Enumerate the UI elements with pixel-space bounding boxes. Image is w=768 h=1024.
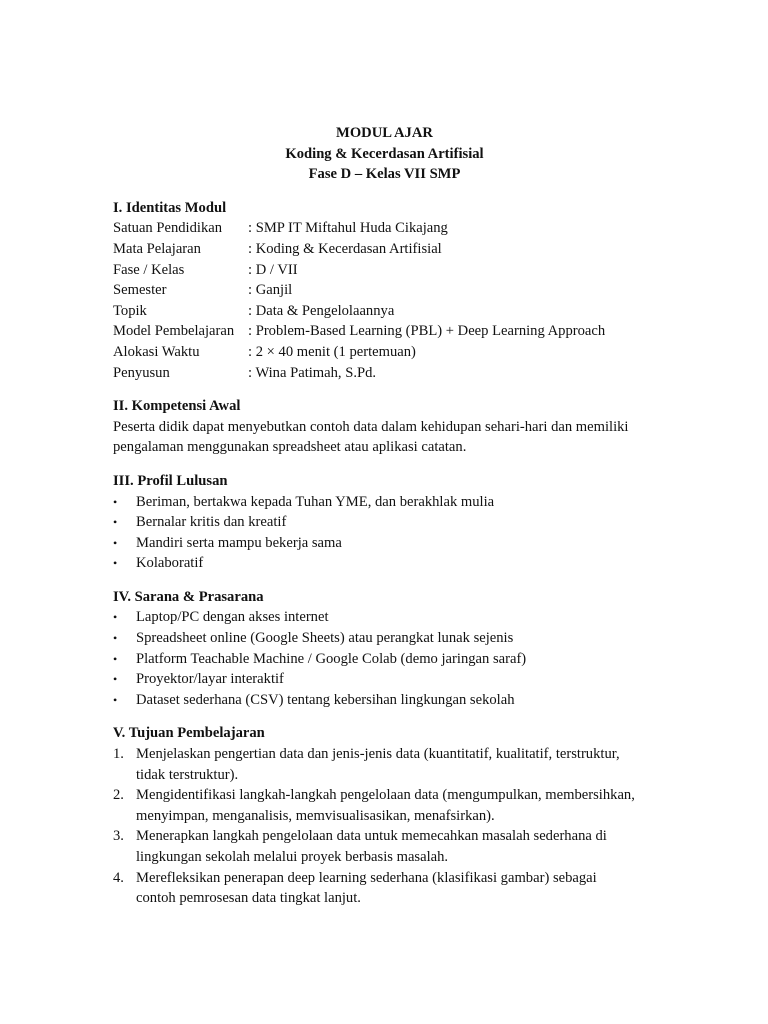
identity-label: Penyusun bbox=[113, 364, 170, 381]
list-item bbox=[113, 628, 658, 649]
list-item-text: Mandiri serta mampu bekerja sama bbox=[136, 534, 342, 551]
identity-label: Topik bbox=[113, 302, 147, 319]
list-number: 2. bbox=[113, 787, 124, 804]
list-number: 3. bbox=[113, 828, 124, 845]
identity-label: Semester bbox=[113, 282, 167, 299]
bullet-icon: • bbox=[113, 651, 118, 666]
list-item bbox=[113, 785, 658, 826]
paragraph-line: Peserta didik dapat menyebutkan contoh data dalam kehidupan sehari-hari dan memiliki bbox=[113, 418, 629, 435]
section-heading-tujuan: V. Tujuan Pembelajaran bbox=[113, 725, 265, 742]
list-item bbox=[113, 690, 658, 711]
list-number: 1. bbox=[113, 746, 124, 763]
bullet-icon: • bbox=[113, 494, 118, 509]
list-item bbox=[113, 512, 658, 533]
table-row bbox=[113, 218, 605, 239]
list-item bbox=[113, 533, 658, 554]
bullet-icon: • bbox=[113, 535, 118, 550]
identity-value: : Koding & Kecerdasan Artifisial bbox=[248, 240, 442, 257]
document-page bbox=[113, 123, 658, 909]
section-heading-sarana: IV. Sarana & Prasarana bbox=[113, 588, 264, 605]
bullet-icon: • bbox=[113, 515, 118, 530]
identity-value: : Problem-Based Learning (PBL) + Deep Learning Approach bbox=[248, 323, 606, 340]
list-item bbox=[113, 669, 658, 690]
table-row bbox=[113, 342, 605, 363]
table-row bbox=[113, 301, 605, 322]
list-item bbox=[113, 649, 658, 670]
list-item-line: tidak terstruktur). bbox=[136, 766, 239, 783]
list-item bbox=[113, 492, 658, 513]
list-item-line: contoh pemrosesan data tingkat lanjut. bbox=[136, 890, 361, 907]
list-number: 4. bbox=[113, 869, 124, 886]
section-heading-profil: III. Profil Lulusan bbox=[113, 472, 228, 489]
section-heading-kompetensi: II. Kompetensi Awal bbox=[113, 398, 241, 415]
identity-table bbox=[113, 218, 605, 383]
list-item-text: Platform Teachable Machine / Google Colab (demo jaringan saraf) bbox=[136, 650, 527, 667]
list-item-text: Spreadsheet online (Google Sheets) atau perangkat lunak sejenis bbox=[136, 630, 514, 647]
list-item bbox=[113, 553, 658, 574]
paragraph-line: pengalaman menggunakan spreadsheet atau aplikasi catatan. bbox=[113, 439, 467, 456]
list-item-text: Dataset sederhana (CSV) tentang kebersihan lingkungan sekolah bbox=[136, 691, 515, 708]
list-item bbox=[113, 607, 658, 628]
list-item bbox=[113, 826, 658, 867]
bullet-icon: • bbox=[113, 556, 118, 571]
list-item-line: Menjelaskan pengertian data dan jenis-jenis data (kuantitatif, kualitatif, terstruktur, bbox=[136, 746, 620, 763]
identity-value: : Wina Patimah, S.Pd. bbox=[248, 364, 377, 381]
profil-list bbox=[113, 492, 658, 574]
identity-value: : SMP IT Miftahul Huda Cikajang bbox=[248, 220, 448, 237]
list-item bbox=[113, 868, 658, 909]
list-item-line: Mengidentifikasi langkah-langkah pengelolaan data (mengumpulkan, membersihkan, bbox=[136, 787, 635, 804]
list-item-line: lingkungan sekolah melalui proyek berbasis masalah. bbox=[136, 849, 449, 865]
bullet-icon: • bbox=[113, 610, 118, 625]
list-item-line: Merefleksikan penerapan deep learning sederhana (klasifikasi gambar) sebagai bbox=[136, 869, 597, 886]
identity-label: Fase / Kelas bbox=[113, 261, 185, 278]
table-row bbox=[113, 239, 605, 260]
identity-value: : Ganjil bbox=[248, 282, 293, 299]
title-block bbox=[112, 123, 657, 185]
document-title: MODUL AJAR bbox=[336, 125, 433, 141]
identity-value: : D / VII bbox=[248, 261, 298, 278]
bullet-icon: • bbox=[113, 631, 118, 646]
list-item-text: Laptop/PC dengan akses internet bbox=[136, 609, 329, 626]
bullet-icon: • bbox=[113, 672, 118, 687]
table-row bbox=[113, 260, 605, 281]
list-item-line: Menerapkan langkah pengelolaan data untuk memecahkan masalah sederhana di bbox=[136, 828, 607, 845]
bullet-icon: • bbox=[113, 692, 118, 707]
sarana-list bbox=[113, 607, 658, 710]
list-item-line: menyimpan, menganalisis, memvisualisasikan, menafsirkan). bbox=[136, 807, 495, 824]
list-item bbox=[113, 744, 658, 785]
document-phase-class: Fase D – Kelas VII SMP bbox=[308, 166, 461, 183]
identity-value: : 2 × 40 menit (1 pertemuan) bbox=[248, 343, 416, 360]
tujuan-list bbox=[113, 744, 658, 909]
table-row bbox=[113, 280, 605, 301]
kompetensi-paragraph bbox=[113, 417, 658, 458]
list-item-text: Kolaboratif bbox=[136, 555, 204, 572]
identity-label: Model Pembelajaran bbox=[113, 323, 235, 340]
section-heading-identitas: I. Identitas Modul bbox=[113, 199, 227, 216]
document-subject: Koding & Kecerdasan Artifisial bbox=[285, 145, 484, 162]
table-row bbox=[113, 321, 605, 342]
list-item-text: Beriman, bertakwa kepada Tuhan YME, dan berakhlak mulia bbox=[136, 493, 495, 510]
table-row bbox=[113, 363, 605, 384]
identity-label: Satuan Pendidikan bbox=[113, 220, 223, 237]
identity-label: Alokasi Waktu bbox=[113, 343, 200, 360]
identity-value: : Data & Pengelolaannya bbox=[248, 302, 395, 319]
list-item-text: Bernalar kritis dan kreatif bbox=[136, 514, 287, 531]
list-item-text: Proyektor/layar interaktif bbox=[136, 671, 284, 688]
identity-label: Mata Pelajaran bbox=[113, 240, 201, 257]
